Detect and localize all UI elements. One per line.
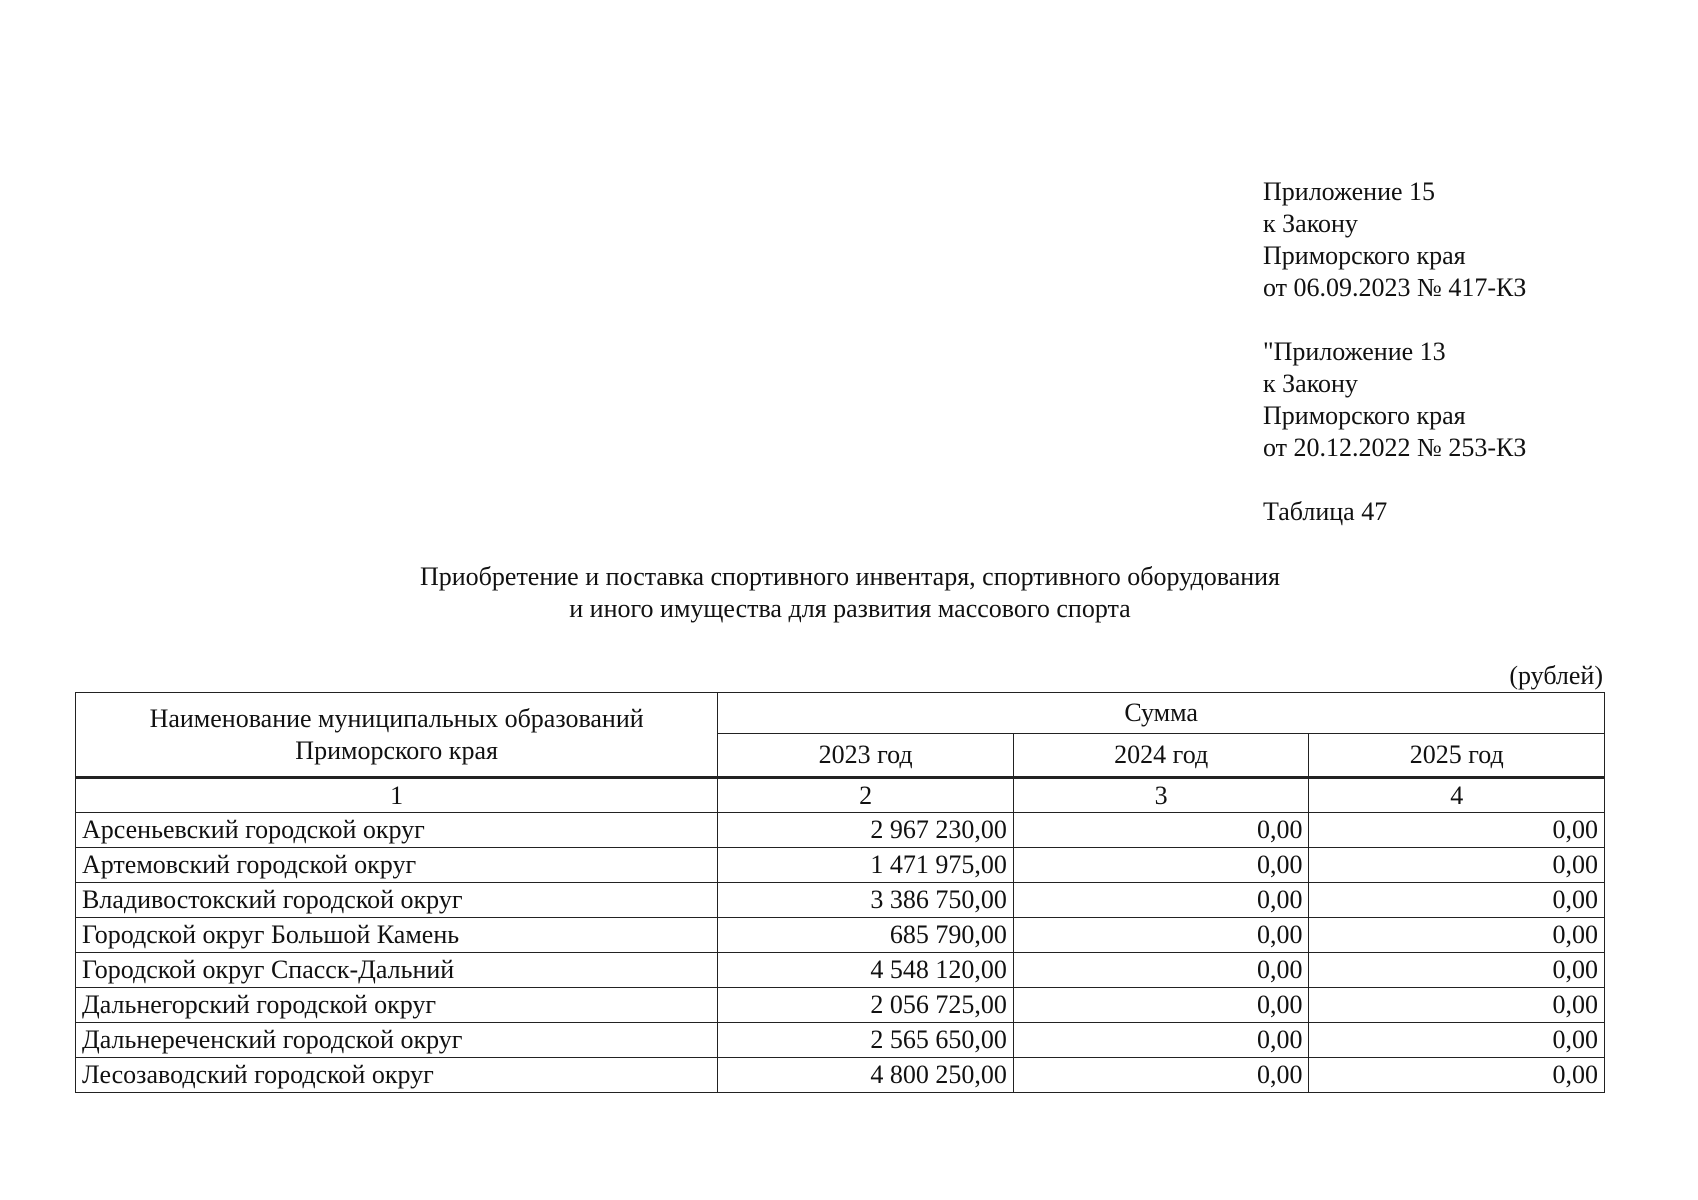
municipality-name: Лесозаводский городской округ [76, 1058, 718, 1093]
municipality-name: Городской округ Спасск-Дальний [76, 953, 718, 988]
amount-2023: 4 548 120,00 [718, 953, 1014, 988]
units-label: (рублей) [1509, 661, 1603, 690]
municipality-name: Дальнегорский городской округ [76, 988, 718, 1023]
amount-2024: 0,00 [1013, 1058, 1309, 1093]
appendix-line: к Закону [1263, 209, 1358, 238]
amount-2023: 2 565 650,00 [718, 1023, 1014, 1058]
document-title [300, 561, 1400, 625]
amount-2023: 2 056 725,00 [718, 988, 1014, 1023]
column-number: 3 [1013, 778, 1309, 813]
appendix-line: Приморского края [1263, 401, 1466, 430]
appendix-line: "Приложение 13 [1263, 337, 1446, 366]
amount-2024: 0,00 [1013, 988, 1309, 1023]
amount-2025: 0,00 [1309, 918, 1605, 953]
municipality-name: Артемовский городской округ [76, 848, 718, 883]
amount-2025: 0,00 [1309, 988, 1605, 1023]
amount-2025: 0,00 [1309, 883, 1605, 918]
table-row [76, 848, 1605, 883]
table-row [76, 918, 1605, 953]
column-number: 2 [718, 778, 1014, 813]
appendix-line: от 06.09.2023 № 417-КЗ [1263, 273, 1527, 302]
amount-2025: 0,00 [1309, 848, 1605, 883]
appendix-line: Приморского края [1263, 241, 1466, 270]
municipality-name: Дальнереченский городской округ [76, 1023, 718, 1058]
amount-2024: 0,00 [1013, 1023, 1309, 1058]
table-label [1263, 496, 1526, 528]
amount-2023: 2 967 230,00 [718, 813, 1014, 848]
appendix-line: от 20.12.2022 № 253-КЗ [1263, 433, 1527, 462]
appendix-line: Приложение 15 [1263, 177, 1436, 206]
appendix-line: к Закону [1263, 369, 1358, 398]
appendix-original [1263, 336, 1526, 464]
amount-2023: 685 790,00 [718, 918, 1014, 953]
column-header-sum: Сумма [718, 693, 1605, 734]
amount-2025: 0,00 [1309, 1023, 1605, 1058]
amount-2023: 3 386 750,00 [718, 883, 1014, 918]
column-header-year: 2024 год [1013, 734, 1309, 778]
column-header-year: 2023 год [718, 734, 1014, 778]
table-row [76, 1023, 1605, 1058]
column-header-year: 2025 год [1309, 734, 1605, 778]
table-row [76, 988, 1605, 1023]
municipality-name: Городской округ Большой Камень [76, 918, 718, 953]
appendix-header [1263, 176, 1526, 528]
appendix-current [1263, 176, 1526, 304]
name-header-line: Наименование муниципальных образований [149, 703, 644, 733]
column-number: 4 [1309, 778, 1605, 813]
table-label-text: Таблица 47 [1263, 497, 1388, 526]
amount-2025: 0,00 [1309, 953, 1605, 988]
table-row [76, 953, 1605, 988]
table-row [76, 883, 1605, 918]
column-number: 1 [76, 778, 718, 813]
column-header-municipality [76, 693, 718, 778]
amount-2024: 0,00 [1013, 918, 1309, 953]
amount-2024: 0,00 [1013, 848, 1309, 883]
title-line-1: Приобретение и поставка спортивного инвентаря, спортивного оборудования [419, 562, 1281, 591]
column-number-row [76, 778, 1605, 813]
budget-table [75, 692, 1605, 1093]
municipality-name: Арсеньевский городской округ [76, 813, 718, 848]
table-row [76, 813, 1605, 848]
amount-2025: 0,00 [1309, 1058, 1605, 1093]
table-row [76, 1058, 1605, 1093]
amount-2023: 1 471 975,00 [718, 848, 1014, 883]
amount-2025: 0,00 [1309, 813, 1605, 848]
amount-2024: 0,00 [1013, 883, 1309, 918]
amount-2024: 0,00 [1013, 953, 1309, 988]
name-header-line: Приморского края [295, 735, 498, 765]
amount-2023: 4 800 250,00 [718, 1058, 1014, 1093]
amount-2024: 0,00 [1013, 813, 1309, 848]
title-line-2: и иного имущества для развития массового спорта [569, 594, 1131, 623]
municipality-name: Владивостокский городской округ [76, 883, 718, 918]
